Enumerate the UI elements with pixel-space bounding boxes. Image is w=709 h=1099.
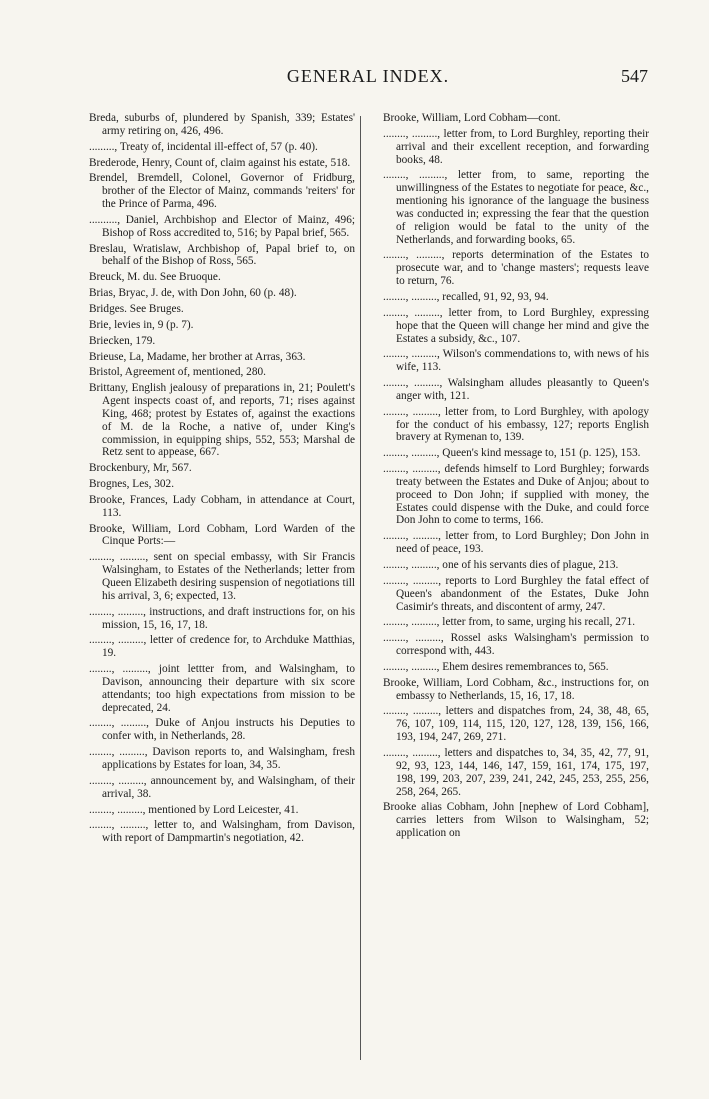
index-entry: Brooke alias Cobham, John [nephew of Lord Cobham], carries letters from Wilson to Walsingham, 52; application on xyxy=(383,801,649,840)
index-entry: ........, ........., letter to, and Walsingham, from Davison, with report of Dampmartin's negotiation, 42. xyxy=(89,819,355,845)
index-entry: ........, ........., letter from, to same, urging his recall, 271. xyxy=(383,616,636,629)
index-entry: Brittany, English jealousy of preparations in, 21; Poulett's Agent inspects coast of, and reports, 71; rises against King, 468; protest by Estates of, against the exactions of M. de la Roche, a native of, under King's commission, in equipping ships, 552, 553; Marshal de Retz sent to appease, 667. xyxy=(89,382,355,459)
index-entry: ........, ........., letters and dispatches to, 34, 35, 42, 77, 91, 92, 93, 123, 144, 146, 147, 159, 161, 174, 175, 197, 198, 199, 203, 207, 239, 241, 242, 245, 253, 255, 256, 258, 264, 265. xyxy=(383,746,649,798)
index-entry: ........, ........., Davison reports to, and Walsingham, fresh applications by Estates for loan, 34, 35. xyxy=(89,746,355,771)
index-entry: Brockenbury, Mr, 567. xyxy=(89,462,192,475)
index-columns xyxy=(89,112,649,1064)
index-entry: ........, ........., Ehem desires remembrances to, 565. xyxy=(383,660,609,673)
index-entry: Brie, levies in, 9 (p. 7). xyxy=(89,318,194,331)
running-title: GENERAL INDEX. xyxy=(286,66,450,86)
index-entry: ........, ........., sent on special embassy, with Sir Francis Walsingham, to Estates of the Netherlands; letter from Queen Elizabeth desiring suspension of negotiations till his arrival, 3, 6; expected, 13. xyxy=(89,551,355,602)
index-entry: ........, ........., letter from, to Lord Burghley, expressing hope that the Queen will change her mind and give the Estates a subsidy, &c., 107. xyxy=(383,306,649,345)
index-entry: ........, ........., Queen's kind message to, 151 (p. 125), 153. xyxy=(383,447,641,460)
index-entry: Bridges. See Bruges. xyxy=(89,302,184,315)
index-entry: Breda, suburbs of, plundered by Spanish, 339; Estates' army retiring on, 426, 496. xyxy=(89,112,355,137)
left-column xyxy=(89,112,355,1064)
index-entry: ........, ........., letter from, to same, reporting the unwillingness of the Estates to negotiate for peace, &c., mentioning his ignorance of the language the business was conducted in; expressing the fear that the question of religion would be fatal to the unity of the Netherlands, and forwarding books, 65. xyxy=(383,169,649,246)
index-entry: Brooke, Frances, Lady Cobham, in attendance at Court, 113. xyxy=(89,493,355,519)
index-entry: ........, ........., Duke of Anjou instructs his Deputies to confer with, in Netherlands, 28. xyxy=(89,717,355,743)
index-entry: Brieuse, La, Madame, her brother at Arras, 363. xyxy=(89,350,306,363)
index-entry: .........., Daniel, Archbishop and Elector of Mainz, 496; Bishop of Ross accredited to, 516; by Papal brief, 565. xyxy=(89,213,355,239)
index-entry: ........, ........., letter from, to Lord Burghley, reporting their arrival and their excellent reception, and forwarding books, 48. xyxy=(383,127,649,166)
index-entry: ........, ........., letter of credence for, to Archduke Matthias, 19. xyxy=(89,634,355,660)
index-entry: ........, ........., Wilson's commendations to, with news of his wife, 113. xyxy=(383,348,649,374)
index-entry: ........, ........., letters and dispatches from, 24, 38, 48, 65, 76, 107, 109, 114, 115, 120, 127, 128, 139, 156, 166, 193, 194, 247, 269, 271. xyxy=(383,705,649,744)
index-entry: Briecken, 179. xyxy=(89,334,156,347)
index-entry: ........, ........., Rossel asks Walsingham's permission to correspond with, 443. xyxy=(383,632,649,658)
index-entry: ........, ........., reports to Lord Burghley the fatal effect of Queen's abandonment of the Estates, Duke John Casimir's threats, and discontent of army, 247. xyxy=(383,574,649,613)
index-entry: Bristol, Agreement of, mentioned, 280. xyxy=(89,366,266,379)
index-entry: Brooke, William, Lord Cobham, Lord Warden of the Cinque Ports:— xyxy=(89,522,355,548)
right-column xyxy=(383,112,649,1064)
index-entry: ........, ........., joint lettter from, and Walsingham, to Davison, announcing their departure with six score attendants; too high expectations from mission to be deprecated, 24. xyxy=(89,663,355,714)
index-entry: ........, ........., letter from, to Lord Burghley; Don John in need of peace, 193. xyxy=(383,530,649,556)
index-entry: ........, ........., letter from, to Lord Burghley, with apology for the conduct of his embassy, 127; reports English bravery at Rymenan to, 139. xyxy=(383,405,649,444)
index-entry: ........, ........., one of his servants dies of plague, 213. xyxy=(383,559,619,571)
index-entry: ........, ........., Walsingham alludes pleasantly to Queen's anger with, 121. xyxy=(383,377,649,402)
index-entry: Brendel, Bremdell, Colonel, Governor of Fridburg, brother of the Elector of Mainz, commands 'reiters' for the Prince of Parma, 496. xyxy=(89,172,355,211)
index-entry: ........, ........., mentioned by Lord Leicester, 41. xyxy=(89,803,299,816)
index-entry: ........, ........., recalled, 91, 92, 93, 94. xyxy=(383,290,549,303)
index-entry: ........, ........., reports determination of the Estates to prosecute war, and to 'change masters'; requests leave to return, 76. xyxy=(383,249,649,288)
index-entry: ........, ........., announcement by, and Walsingham, of their arrival, 38. xyxy=(89,774,355,800)
index-entry: ........, ........., instructions, and draft instructions for, on his mission, 15, 16, 17, 18. xyxy=(89,605,355,631)
index-entry: ........., Treaty of, incidental ill-effect of, 57 (p. 40). xyxy=(89,140,318,153)
index-entry: ........, ........., defends himself to Lord Burghley; forwards treaty between the Estates and Duke of Anjou; about to proceed to Don John; if supplied with money, the Estates could dispense with the Duke, and could force Don John to come to terms, 166. xyxy=(383,463,649,527)
page-header xyxy=(88,66,648,90)
index-entry: Brederode, Henry, Count of, claim against his estate, 518. xyxy=(89,156,351,169)
index-entry: Brognes, Les, 302. xyxy=(89,478,175,491)
index-entry: Breuck, M. du. See Bruoque. xyxy=(89,271,221,284)
index-entry: Breslau, Wratislaw, Archbishop of, Papal brief to, on behalf of the Bishop of Ross, 565. xyxy=(89,242,355,268)
index-entry: Brias, Bryac, J. de, with Don John, 60 (p. 48). xyxy=(89,287,297,300)
index-entry: Brooke, William, Lord Cobham—cont. xyxy=(383,112,561,124)
page-number: 547 xyxy=(621,66,648,86)
index-entry: Brooke, William, Lord Cobham, &c., instructions for, on embassy to Netherlands, 15, 16, 17, 18. xyxy=(383,676,649,702)
